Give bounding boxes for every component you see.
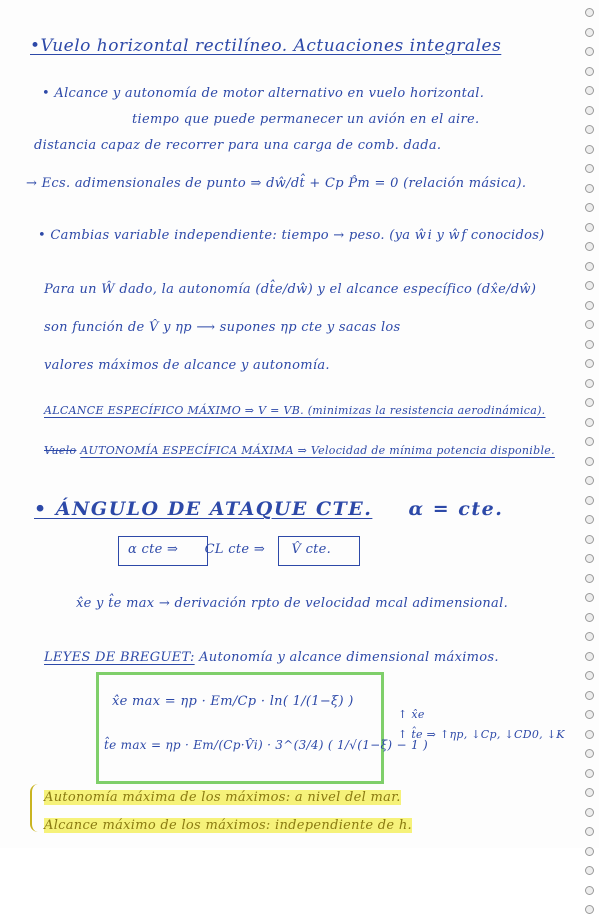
alpha-cte: α = cte. <box>408 498 504 520</box>
spiral-ring <box>585 866 594 875</box>
spiral-ring <box>585 710 594 719</box>
formula-box <box>96 672 384 784</box>
note-line: ↑ x̂e <box>398 708 425 721</box>
spiral-ring <box>585 145 594 154</box>
spiral-ring <box>585 476 594 485</box>
highlight-autonomia: Autonomía máxima de los máximos: a nivel del mar. <box>44 790 401 805</box>
spiral-ring <box>585 886 594 895</box>
spiral-ring <box>585 28 594 37</box>
spiral-ring <box>585 398 594 407</box>
formula-range: x̂e max = ηp · Em/Cp · ln( 1/(1−ξ) ) <box>112 694 354 709</box>
spiral-ring <box>585 301 594 310</box>
spiral-ring <box>585 242 594 251</box>
spiral-ring <box>585 67 594 76</box>
spiral-ring <box>585 379 594 388</box>
note-line: ↑ t̂e ⇒ ↑ηp, ↓Cp, ↓CD0, ↓K <box>398 728 565 741</box>
note-line: tiempo que puede permanecer un avión en el aire. <box>132 112 480 127</box>
spiral-ring <box>585 86 594 95</box>
v-cte: V̂ cte. <box>291 542 332 557</box>
section-title: •Vuelo horizontal rectilíneo. Actuaciones integrales <box>30 36 502 56</box>
note-line: • Cambias variable independiente: tiempo → peso. (ya ŵi y ŵf conocidos) <box>38 228 545 243</box>
note-line: son función de V̂ y ηp ⟶ supones ηp cte y sacas los <box>44 320 401 335</box>
spiral-ring <box>585 320 594 329</box>
spiral-ring <box>585 808 594 817</box>
spiral-ring <box>585 418 594 427</box>
spiral-ring <box>585 457 594 466</box>
note-line: x̂e y t̂e max → derivación rpto de velocidad mcal adimensional. <box>76 596 508 611</box>
note-line: → Ecs. adimensionales de punto ⇒ dŵ/dt̂ + Cp P̂m = 0 (relación másica). <box>26 176 527 191</box>
highlight-alcance: Alcance máximo de los máximos: independiente de h. <box>44 818 412 833</box>
heading-autonomia: AUTONOMÍA ESPECÍFICA MÁXIMA ⇒ Velocidad de mínima potencia disponible. <box>80 444 555 457</box>
heading-angulo: • ÁNGULO DE ATAQUE CTE. <box>34 498 373 520</box>
alpha-implies: α cte ⇒ <box>128 542 179 557</box>
spiral-ring <box>585 164 594 173</box>
brace <box>30 784 42 832</box>
spiral-ring <box>585 340 594 349</box>
spiral-ring <box>585 203 594 212</box>
note-line: • Alcance y autonomía de motor alternativo en vuelo horizontal. <box>42 86 485 101</box>
note-line <box>44 444 555 457</box>
spiral-ring <box>585 691 594 700</box>
note-line: Para un Ŵ dado, la autonomía (dt̂e/dŵ) y el alcance específico (dx̂e/dŵ) <box>44 282 537 297</box>
spiral-ring <box>585 437 594 446</box>
note-line <box>44 650 499 665</box>
spiral-ring <box>585 223 594 232</box>
spiral-ring <box>585 262 594 271</box>
spiral-ring <box>585 554 594 563</box>
spiral-ring <box>585 769 594 778</box>
spiral-ring <box>585 8 594 17</box>
cl-implies: CL cte ⇒ <box>204 542 266 557</box>
spiral-ring <box>585 535 594 544</box>
spiral-ring <box>585 827 594 836</box>
spiral-ring <box>585 184 594 193</box>
spiral-ring <box>585 652 594 661</box>
spiral-binding <box>585 8 595 844</box>
spiral-ring <box>585 281 594 290</box>
highlight-line <box>44 790 401 805</box>
note-line <box>44 404 545 417</box>
spiral-ring <box>585 47 594 56</box>
crossed-word: Vuelo <box>44 444 77 457</box>
spiral-ring <box>585 613 594 622</box>
section-heading <box>34 498 503 520</box>
note-line: distancia capaz de recorrer para una carga de comb. dada. <box>34 138 442 153</box>
spiral-ring <box>585 905 594 914</box>
spiral-ring <box>585 574 594 583</box>
highlight-line <box>44 818 412 833</box>
spiral-ring <box>585 671 594 680</box>
spiral-ring <box>585 730 594 739</box>
spiral-ring <box>585 788 594 797</box>
spiral-ring <box>585 496 594 505</box>
spiral-ring <box>585 359 594 368</box>
formula-endurance: t̂e max = ηp · Em/(Cp·V̂i) · 3^(3/4) ( 1/√(1−ξ) − 1 ) <box>104 738 428 752</box>
breguet-desc: Autonomía y alcance dimensional máximos. <box>199 650 499 665</box>
spiral-ring <box>585 515 594 524</box>
spiral-ring <box>585 106 594 115</box>
spiral-ring <box>585 593 594 602</box>
spiral-ring <box>585 125 594 134</box>
note-line <box>128 542 331 557</box>
note-line: valores máximos de alcance y autonomía. <box>44 358 330 373</box>
heading-breguet: LEYES DE BREGUET: <box>44 650 195 665</box>
heading-alcance: ALCANCE ESPECÍFICO MÁXIMO ⇒ V = VB. (minimizas la resistencia aerodinámica). <box>44 404 546 417</box>
spiral-ring <box>585 632 594 641</box>
spiral-ring <box>585 749 594 758</box>
